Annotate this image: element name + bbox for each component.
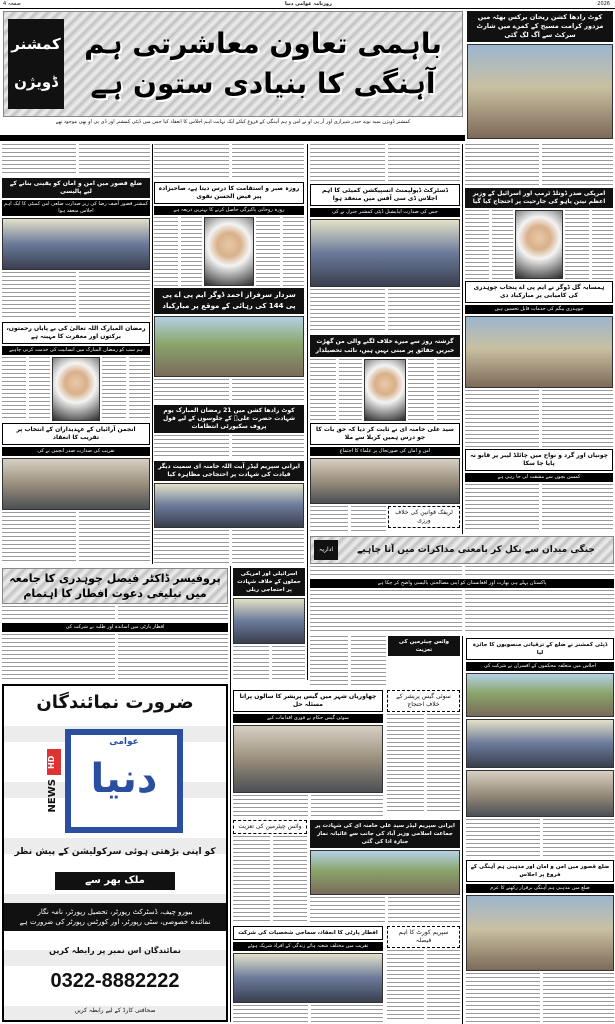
paper-name: روزنامہ عوامی دنیا [285,1,332,7]
photo-protest [233,598,305,644]
story-text [387,950,460,1022]
photo-funeral-prayer [310,850,460,895]
story-headline: وائس چیئرمین کی تعزیت [388,636,460,656]
photo-clerics [310,458,460,504]
top-photo-caption: کوٹ رادھا کشن ریحان برکس بھٹہ میں مزدور کرامت مسیح کے کمرے میں شارٹ سرکٹ سے آگ لگ گئی [467,11,613,42]
story-text [310,636,386,686]
photo-group [154,316,304,377]
photo-meeting [466,719,614,768]
ad-phone[interactable]: 0322-8882222 [50,970,180,993]
photo-meeting [2,218,150,270]
story-text [2,634,228,681]
ad-line4: نمائندہ خصوصی، سٹی رپورٹر، اور کورٹس رپورٹر کی ضرورت ہے [19,918,211,927]
brand-small: عوامی [109,736,139,747]
story-block [387,690,460,814]
column-b [154,144,304,564]
column-c [310,144,460,532]
ad-line2: ملک بھر سے [55,872,175,890]
story-text [465,144,613,186]
editorial-region [310,536,614,632]
column-rule [462,144,463,534]
story-text [465,210,513,280]
story-sub: کمسن بچوں سے مشقت لی جا رہی ہے [465,473,613,482]
photo-protest [154,483,304,527]
hd-label: HD [47,749,61,775]
story-text [310,566,614,577]
story-headline: ہمسایہ گل ڈوگر نے ایم پی اے پنجاب چوہدری کی کامیابی پر مبارکباد دی [465,281,613,303]
box-row [310,636,460,686]
story-text [154,435,304,459]
story-region [2,568,228,680]
news-box: ٹریفک قوانین کی خلاف ورزی [388,506,460,528]
story-text [565,210,613,280]
story-headline: امریکی صدر ڈونلڈ ٹرمپ اور اسرائیل کے وزیر اعظم نیتن یاہو کی جارحیت پر احتجاج کیا گیا [465,188,613,208]
story-text [310,590,614,633]
story-text [310,506,386,532]
story-text [154,144,304,180]
page-number: صفحہ 4 [3,1,21,7]
editorial-banner [310,536,614,564]
box-row [310,506,460,532]
ad-line3: بیورو چیف، ڈسٹرکٹ رپورٹر، تحصیل رپورٹر، نامہ نگار [37,908,193,917]
story-headline: افطار پارٹی کا انعقاد، سماجی شخصیات کی شرکت [233,926,383,940]
date: 2026 [597,1,610,7]
story-sub: جس کی صدارت ایڈیشنل ڈپٹی کمشنر جنرل نے کی [310,208,460,217]
column-a [2,144,150,564]
story-banner [2,568,228,604]
story-sub: ہم سب کو رمضان المبارک میں انسانیت کی خدمت کرنی چاہیے [2,346,150,355]
photo-ceremony [2,458,150,510]
story-text [233,836,307,922]
photo-meeting [466,673,614,717]
story-text [2,512,150,564]
story-text [310,289,460,333]
story-headline: رمضان المبارک اللہ تعالیٰ کی بے پایاں رحمتوں، برکتوں اور مغفرت کا مہینہ ہے [2,322,150,344]
ad-note: صحافتی کارڈ کے لیے رابطہ کریں [74,1006,156,1014]
editorial-sub: پاکستان پہلے ہی بھارت اور افغانستان کو اپنی مصالحتی پالیسی واضح کر چکا ہے [310,579,614,588]
story-block [233,690,383,816]
banner-headline: باہمی تعاون معاشرتی ہم آہنگی کا بنیادی ستون ہے [84,27,442,100]
column-right-bottom [466,638,614,1022]
portrait-photo [52,357,100,421]
story-text [2,357,50,421]
story-headline: ضلع قصور میں امن و امان اور مذہبی ہم آہنگی کے فروغ پر اجلاس [466,860,614,882]
portrait-row [2,357,150,421]
photo-gas-officials [233,725,383,793]
portrait-photo [204,217,254,285]
editorial-label: اداریہ [314,540,338,560]
news-box: سوئی گیس پریشر کے خلاف احتجاج [387,690,460,712]
story-text [102,357,150,421]
story-headline: ایرانی سپریم لیڈر آیت اللہ خامنہ ای سمیت دیگر قیادت کی شہادت پر احتجاجی مظاہرہ کیا [154,461,304,481]
story-sub: روزہ روحانی پاکیزگی حاصل کرنے کا بہترین ذریعہ ہے [154,206,304,215]
column-narrow [233,568,305,680]
banner-headline: پروفیسر ڈاکٹر فیصل چوہدری کا جامعہ میں تبلیغی دعوت افطار کا اہتمام [9,572,221,600]
story-sub: افطار پارٹی میں اساتذہ اور طلبہ نے شرکت کی [2,623,228,632]
masthead [0,0,615,9]
column-rule [462,636,463,1024]
story-sub: کمشنر قصور آصف رضا کی زیر صدارت ضلعی امن کمیٹی کا ایک اہم اجلاس منعقد ہوا [2,200,150,216]
story-sub: سوئی گیس حکام نے فوری اقدامات کیے [233,714,383,723]
story-sub: امن و امان کی صورتحال پر علماء کا اجتماع [310,447,460,456]
story-headline: کوٹ رادھا کشن میں 21 رمضان المبارک یوم شہادت حضرت علیؓ کے جلوسوں کے لیے فول پروف سکیورٹی انتظامات [154,405,304,433]
story-text [256,217,304,285]
story-text [233,795,383,816]
portrait-row [465,210,613,280]
story-sub: تقریب کی صدارت صدر انجمن نے کی [2,447,150,456]
story-text [310,359,362,421]
story-text [408,359,460,421]
story-text [466,819,614,858]
banner-summary: کمشنر ڈویژن سید نوید حیدر شیرازی اور آر پی او نے امن و ہم آہنگی کے فروغ کیلئے ایک نہایت اہم اجلاس کا انعقاد کیا جس میں ڈپٹی کمشنر اور ڈی پی او بھی موجود تھے [55,119,411,125]
recruitment-ad [2,684,228,1022]
column-rule [230,566,231,1022]
story-text [466,973,614,1022]
news-label: NEWS [47,778,58,813]
story-text [2,144,150,176]
story-text [465,390,613,448]
ad-line1: کو اپنی بڑھتی ہوئی سرکولیشن کے پیش نظر [14,847,216,858]
small-column [310,636,460,686]
ad-contact: نمائندگان اس نمبر پر رابطہ کریں [49,945,181,955]
divider [0,135,465,141]
news-box: سپریم کورٹ کا اہم فیصلہ [387,926,460,948]
story-text [154,530,304,564]
story-text [310,897,460,922]
column-rule [152,144,153,564]
top-photo-block [467,11,613,139]
photo-group [465,316,613,388]
column-d [465,144,613,532]
story-text [387,714,460,814]
story-text [2,606,228,621]
story-block [387,926,460,1022]
story-headline: ضلع قصور میں امن و امان کو یقینی بنانے کے لیے پالیسی [2,178,150,198]
story-sub: چوہدری بیگم کی خدمات قابل تحسین ہیں [465,305,613,314]
portrait-photo [515,210,563,280]
portrait-row [310,359,460,421]
photo-brick-kiln [467,44,613,139]
brand-name: دنیا [90,755,158,802]
photo-meeting [466,770,614,817]
column-rule [307,144,308,680]
story-text [310,144,460,182]
story-headline: اسرائیلی اور امریکی حملوں کے خلاف شہادت پر احتجاجی ریلی [233,568,305,596]
story-sub: ضلع میں مذہبی ہم آہنگی برقرار رکھنے کا عزم [466,884,614,893]
photo-meeting-hall [466,895,614,971]
story-headline: روزہ صبر و استقامت کا درس دیتا ہے، صاحبزادہ پیر فیض الحسن نقوی [154,182,304,204]
news-box: وائس چیئرمین کی تعزیت [233,820,307,834]
banner-label: کمشنر ڈویژن [8,19,64,109]
ad-hd-badge [47,749,61,812]
story-headline: ڈپٹی کمشنر نے ضلع کے ترقیاتی منصوبوں کا جائزہ لیا [466,638,614,660]
story-headline: چونیاں اور گرد و نواح میں چائلڈ لیبر پر قابو نہ پایا جا سکا [465,449,613,471]
story-headline: سردار سرفراز احمد ڈوگر ایم پی اے پی پی 144 کی رہائی کے موقع پر مبارکباد [154,288,304,314]
story-text [465,484,613,532]
story-text [2,272,150,319]
photo-meeting [310,219,460,287]
story-sub: تقریب میں مختلف شعبہ ہائے زندگی کے افراد شریک ہوئے [233,942,383,951]
portrait-photo [364,359,406,421]
story-headline: انجمن آرائیاں کے عہدیداران کے انتخاب پر تقریب کا انعقاد [2,423,150,445]
story-text [233,646,305,680]
ad-positions [4,903,226,931]
story-headline: ڈسٹرکٹ ڈیولپمنٹ انسپیکشن کمیٹی کا اہم اجلاس ڈی سی آفس میں منعقد ہوا [310,184,460,206]
story-headline: سید علی خامنہ ای نے ثابت کر دیا کہ حق بات کا جو درس ہمیں کربلا سے ملا [310,423,460,445]
brand-logo [65,729,183,833]
ad-title: ضرورت نمائندگان [36,692,194,713]
story-text [154,379,304,403]
story-headline: ایرانی سپریم لیڈر سید علی خامنہ ای کی شہادت پر جماعت اسلامی وزیر آباد کی جانب سے غائبانہ نماز جنازہ ادا کی گئی [310,820,460,848]
story-text [233,1005,383,1023]
story-block [233,820,307,922]
story-headline: گزشتہ روز سے میرے خلاف لگنے والی من گھڑت خبریں حقائق پر مبنی نہیں ہیں، نائب تحصیلدار [310,335,460,357]
story-headline: چھاوریاں شہر میں گیس پریشر کا سالوں پرانا مسئلہ حل [233,690,383,712]
portrait-row [154,217,304,285]
editorial-headline: جنگی میدان سے نکل کر بامعنی مذاکرات میں آنا چاہیے [357,545,595,555]
ad-logo-row [47,729,183,833]
story-text [154,217,202,285]
story-block [233,926,383,1022]
story-sub: اجلاس میں متعلقہ محکموں کے افسران نے شرکت کی [466,662,614,671]
story-block [310,820,460,922]
lead-banner [3,11,463,117]
photo-gathering [233,953,383,1003]
